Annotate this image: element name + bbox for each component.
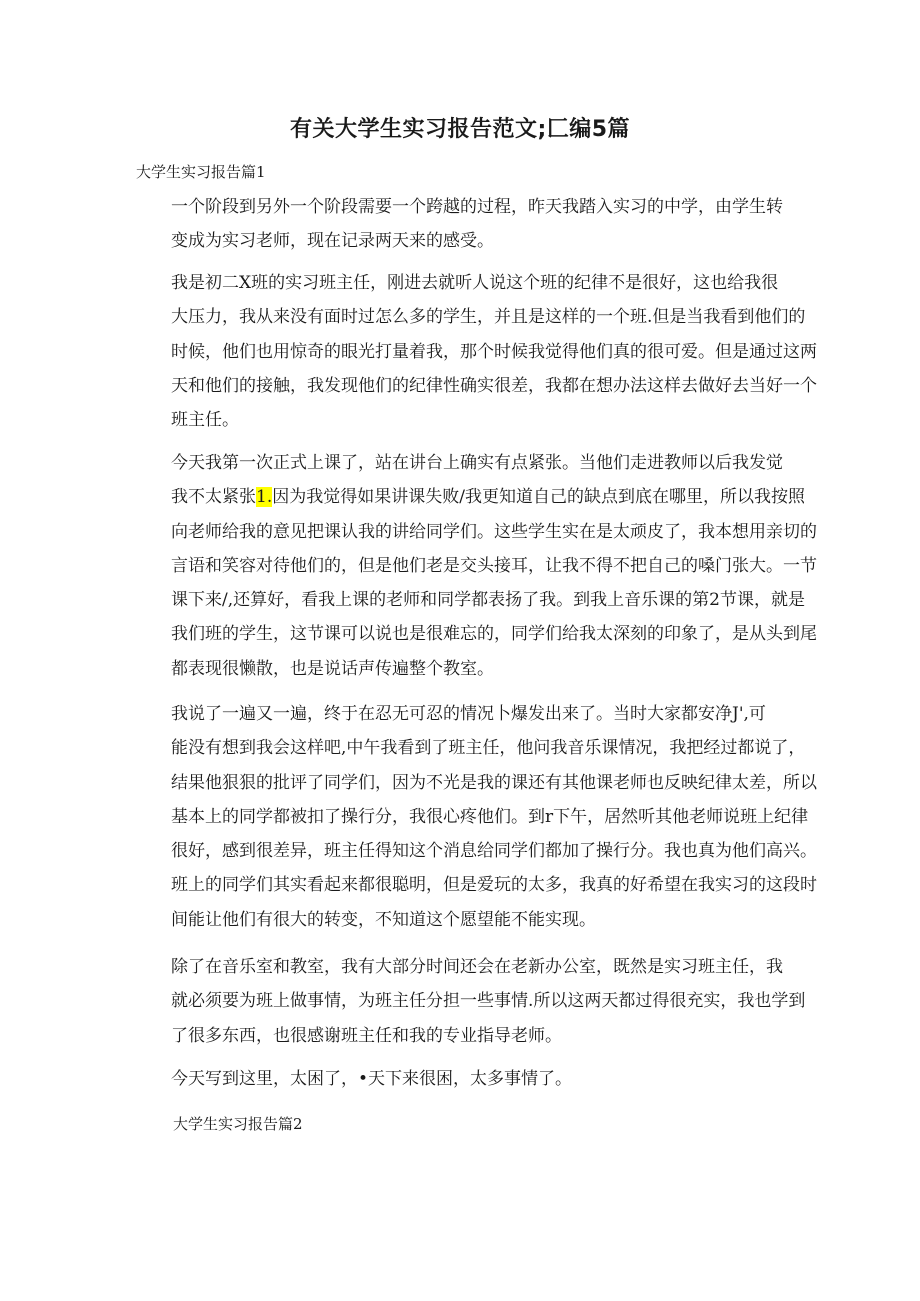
paragraph-line: 就必须要为班上做事情，为班主任分担一些事情.所以这两天都过得很充实，我也学到 <box>171 991 806 1012</box>
paragraph-3 <box>137 446 817 686</box>
paragraph-line: 了很多东西，也很感谢班主任和我的专业指导老师。 <box>171 1025 562 1046</box>
paragraph-line: 基本上的同学都被扣了操行分，我很心疼他们。到r下午，居然听其他老师说班上纪律 <box>171 806 809 827</box>
highlighted-text: 1. <box>256 487 273 508</box>
paragraph-line: 能没有想到我会这样吧,中午我看到了班主任，他问我音乐课情况，我把经过都说了， <box>171 738 806 759</box>
paragraph-5 <box>137 950 806 1053</box>
paragraph-1 <box>137 190 782 259</box>
paragraph-line: 结果他狠狠的批评了同学们，因为不光是我的课还有其他课老师也反映纪律太差，所以 <box>171 772 817 793</box>
paragraph-line: 我们班的学生，这节课可以说也是很难忘的，同学们给我太深刻的印象了，是从头到尾 <box>171 624 817 645</box>
paragraph-line: 大压力，我从来没有面时过怎么多的学生，并且是这样的一个班.但是当我看到他们的 <box>171 307 806 328</box>
section-heading-1: 大学生实习报告篇1 <box>136 163 266 181</box>
paragraph-line: 天和他们的接触，我发现他们的纪律性确实很差，我都在想办法这样去做好去当好一个 <box>171 375 817 396</box>
paragraph-line-with-highlight <box>137 480 805 514</box>
document-title: 有关大学生实习报告范文;匚编5篇 <box>289 117 631 142</box>
paragraph-line: 言语和笑容对待他们的，但是他们老是交头接耳，让我不得不把自己的嗓门张大。一节 <box>171 555 817 576</box>
paragraph-line: 间能让他们有很大的转变，不知道这个愿望能不能实现。 <box>171 909 596 930</box>
paragraph-line: 一个阶段到另外一个阶段需要一个跨越的过程，昨天我踏入实习的中学，由学生转 <box>171 197 783 217</box>
paragraph-line: 课下来/,还算好，看我上课的老师和同学都表扬了我。到我上音乐课的第2节课，就是 <box>171 590 805 611</box>
paragraph-line: 很好，感到很差异，班主任得知这个消息给同学们都加了操行分。我也真为他们高兴。 <box>171 841 817 862</box>
paragraph-line: 时候，他们也用惊奇的眼光打量着我，那个时候我觉得他们真的很可爱。但是通过这两 <box>171 341 817 362</box>
paragraph-line: 班上的同学们其实看起来都很聪明，但是爱玩的太多，我真的好希望在我实习的这段时 <box>171 875 817 896</box>
paragraph-line: 班主任。 <box>171 410 239 431</box>
paragraph-line: 除了在音乐室和教室，我有大部分时间还会在老新办公室，既然是实习班主任，我 <box>171 957 783 977</box>
paragraph-line: 我说了一遍又一遍，终于在忍无可忍的情况卜爆发出来了。当时大家都安净J',可 <box>171 704 766 724</box>
section-heading-2: 大学生实习报告篇2 <box>173 1115 303 1133</box>
paragraph-line: 变成为实习老师，现在记录两天来的感受。 <box>171 231 494 252</box>
paragraph-6 <box>137 1062 782 1096</box>
paragraph-line: 向老师给我的意见把课认我的讲给同学们。这些学生实在是太顽皮了，我本想用亲切的 <box>171 521 817 542</box>
text-segment: 因为我觉得如果讲课失败/我更知道自己的缺点到底在哪里，所以我按照 <box>272 487 805 508</box>
paragraph-line: 今天我第一次正式上课了，站在讲台上确实有点紧张。当他们走进教师以后我发觉 <box>171 453 783 473</box>
paragraph-line: 都表现很懒散，也是说话声传遍整个教室。 <box>171 658 494 679</box>
paragraph-4 <box>137 697 817 937</box>
paragraph-2 <box>137 266 817 437</box>
paragraph-line: 今天写到这里，太困了，•天下来很困，太多事情了。 <box>171 1069 573 1089</box>
paragraph-line: 我是初二X班的实习班主任，刚进去就听人说这个班的纪律不是很好，这也给我很 <box>171 273 779 293</box>
text-segment: 我不太紧张 <box>171 487 256 508</box>
